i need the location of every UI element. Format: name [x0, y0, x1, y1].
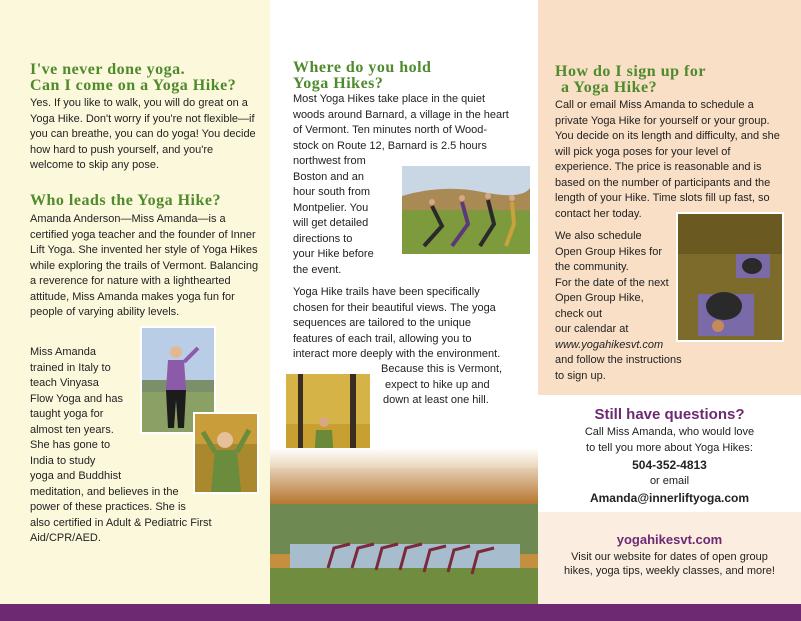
trails-line: features of each trail, allowing you to [293, 332, 472, 345]
follow-line: to sign up. [555, 369, 606, 382]
intro-line: stock on Route 12, Barnard is 2.5 hours [293, 139, 487, 152]
bio-line: She has gone to [30, 439, 111, 451]
group-line: We also schedule [555, 230, 642, 242]
location-title-line1: Where do you hold [293, 59, 432, 76]
signup-title-line2: a Yoga Hike? [561, 79, 658, 96]
yoga-mats-photo [676, 212, 784, 342]
intro-line: directions to [293, 232, 353, 245]
faq2-body: Amanda Anderson—Miss Amanda—is a certified yoga teacher and the founder of Inner Lift Yoga. She invented her style of Yoga Hikes while exploring the trails of Vermont. Balancing a reverence for nature with a lighthearted attitude, Miss Amanda makes yoga fun for people of varying ability levels. [30, 213, 259, 318]
intro-line: of Vermont. Ten minutes north of Wood- [293, 124, 488, 136]
location-title-line2: Yoga Hikes? [293, 75, 384, 92]
bio-line: India to study [30, 454, 96, 467]
hill-line: down at least one hill. [383, 394, 489, 406]
bio-line: Flow Yoga and has [30, 392, 123, 405]
trails-line: interact more deeply with the environment. [293, 348, 501, 360]
intro-line: the event. [293, 263, 342, 276]
questions-section [538, 406, 801, 506]
intro-line: Most Yoga Hikes take place in the quiet [293, 93, 486, 105]
bio-line: teach Vinyasa [30, 377, 99, 389]
pond-group-pose-photo [270, 448, 538, 604]
bio-line: Miss Amanda [30, 346, 97, 358]
bio-line: taught yoga for [30, 408, 104, 420]
location-section [293, 60, 533, 92]
trails-text [293, 285, 538, 363]
intro-line: Boston and an [293, 170, 364, 183]
signup-title-line1: How do I sign up for [555, 63, 706, 80]
faq1-title-line1: I've never done yoga. [30, 61, 186, 78]
email-link[interactable]: Amanda@innerliftyoga.com [589, 490, 750, 505]
panel-faq [0, 0, 270, 604]
bio-line: almost ten years. [30, 423, 114, 436]
group-line: For the date of the next [555, 276, 669, 289]
amanda-waving-photo [193, 412, 259, 494]
website-line1: Visit our website for dates of open group [571, 551, 768, 563]
website-section [538, 532, 801, 578]
follow-line: and follow the instructions [555, 354, 682, 366]
hill-line: Because this is Vermont, [381, 363, 503, 375]
group-line: our calendar at [555, 323, 629, 335]
website-link[interactable]: yogahikesvt.com [616, 532, 723, 547]
questions-line2: to tell you more about Yoga Hikes: [586, 441, 753, 454]
signup-section [555, 64, 795, 222]
group-line: Open Group Hikes for [555, 245, 662, 258]
group-line: Open Group Hike, [555, 292, 644, 304]
group-yoga-field-photo [402, 166, 530, 254]
panel-location [270, 0, 538, 604]
intro-line: your Hike before [293, 248, 374, 260]
questions-title: Still have questions? [594, 406, 745, 423]
trails-line: Yoga Hike trails have been specifically [293, 286, 480, 298]
group-line: the community. [555, 261, 629, 273]
faq-never-done-yoga [30, 62, 265, 174]
trails-line: chosen for their beautiful views. The yoga [293, 301, 496, 314]
website-line2: hikes, yoga tips, weekly classes, and more! [564, 565, 775, 577]
trails-line: sequences are tailored to the unique [293, 317, 471, 329]
intro-line: will get detailed [293, 217, 369, 229]
faq1-body: Yes. If you like to walk, you will do great on a Yoga Hike. Don't worry if you're not flexible—if you can breathe, you can do yoga! You decide how hard to push yourself, and you're welcome to skip any pose. [30, 97, 256, 171]
bio-line: also certified in Adult & Pediatric First [30, 516, 212, 529]
bio-line: meditation, and believes in the [30, 485, 179, 498]
intro-line: woods around Barnard, a village in the heart [293, 108, 509, 121]
hill-line: expect to hike up and [385, 378, 490, 391]
bottom-accent-bar [0, 604, 801, 621]
or-email-text: or email [649, 475, 690, 487]
bio-line: yoga and Buddhist [30, 470, 122, 482]
faq1-title-line2: Can I come on a Yoga Hike? [30, 77, 237, 94]
faq2-title: Who leads the Yoga Hike? [30, 192, 221, 209]
intro-line: northwest from [293, 155, 366, 167]
bio-line: power of these practices. She is [30, 501, 186, 513]
group-line: check out [555, 307, 603, 320]
intro-line: Montpelier. You [293, 201, 369, 214]
signup-body: Call or email Miss Amanda to schedule a private Yoga Hike for yourself or your group. You decide on its length and difficulty, and she will pick yoga poses for your level of experience. The price is reasonable and is based on the number of participants and the length of your Hike. Time slots fill up fast, so contact her today. [555, 99, 780, 220]
intro-line: hour south from [293, 186, 371, 198]
bio-line: trained in Italy to [30, 361, 111, 374]
faq-who-leads [30, 193, 265, 321]
panel-signup [538, 0, 801, 604]
phone-number[interactable]: 504-352-4813 [632, 458, 707, 472]
questions-line1: Call Miss Amanda, who would love [584, 426, 755, 438]
hill-text [381, 362, 531, 409]
calendar-link[interactable]: www.yogahikesvt.com [555, 338, 664, 351]
bio-line: Aid/CPR/AED. [30, 532, 101, 544]
